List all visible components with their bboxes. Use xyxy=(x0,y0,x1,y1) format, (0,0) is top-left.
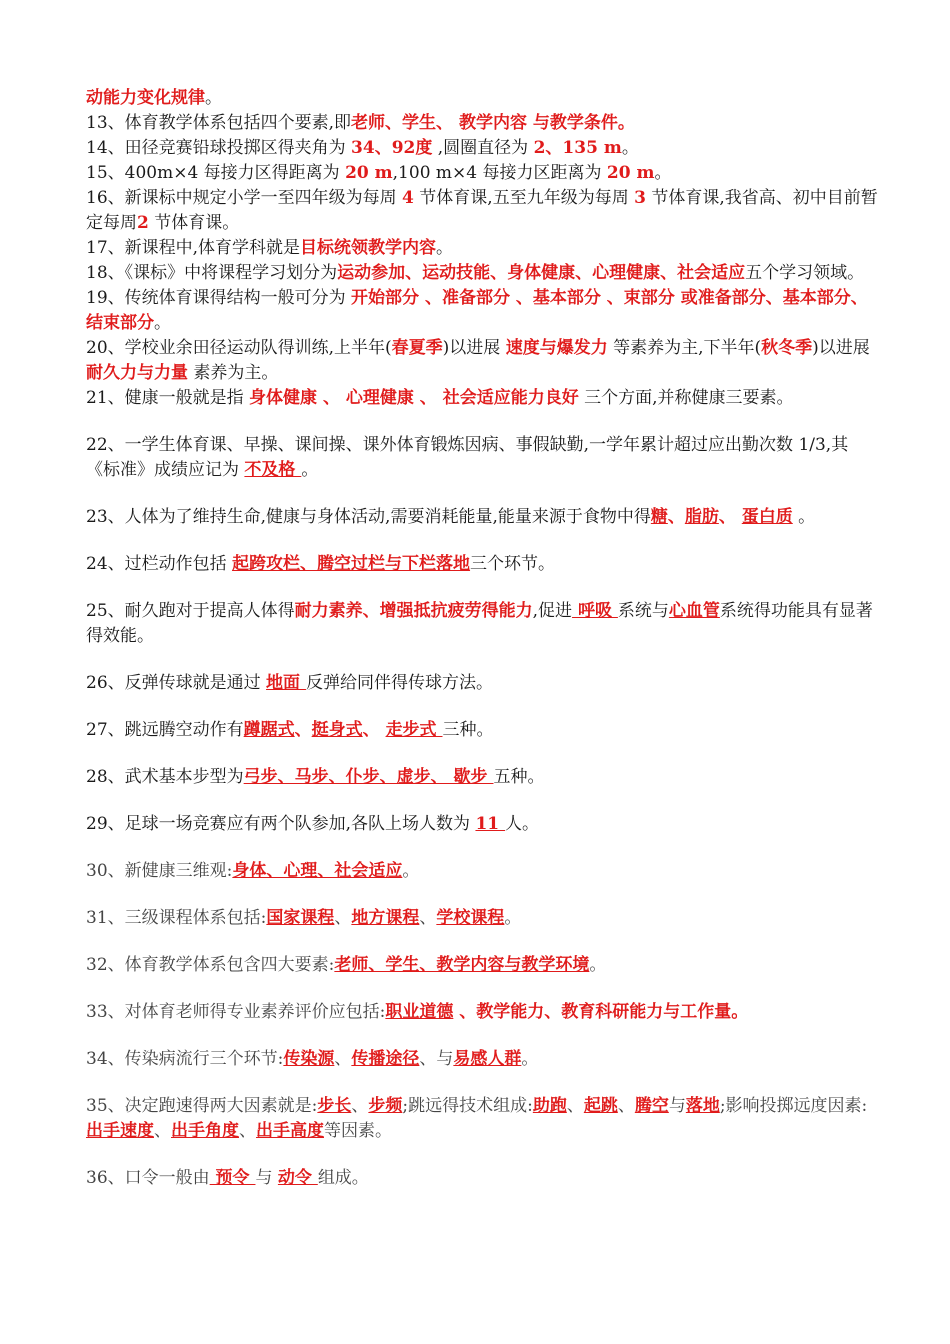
answer-text: 、 xyxy=(362,720,386,740)
answer-text: 运动参加、运动技能、身体健康、心理健康、社会适应 xyxy=(337,263,746,283)
answer-text: 20 m xyxy=(345,163,393,183)
question-text: 24、过栏动作包括 xyxy=(86,554,233,574)
answer-text: 20 m xyxy=(606,163,655,183)
answer-text: 地面 xyxy=(266,673,306,693)
question-text: 、 xyxy=(154,1121,171,1141)
paragraph xyxy=(86,1047,880,1072)
question-text: 31、三级课程体系包括: xyxy=(86,908,267,928)
answer-text: 、 xyxy=(294,720,312,740)
question-text: 节体育课。 xyxy=(148,213,240,233)
answer-text: 11 xyxy=(475,814,506,834)
question-text: 35、决定跑速得两大因素就是: xyxy=(86,1096,318,1116)
question-text: 节体育课,五至九年级为每周 xyxy=(413,188,635,208)
question-text: 28、武术基本步型为 xyxy=(86,767,244,787)
question-text: 反弹给同伴得传球方法。 xyxy=(305,673,493,693)
question-text: 。 xyxy=(436,238,454,258)
paragraph xyxy=(86,386,880,411)
answer-text: 动令 xyxy=(277,1168,318,1188)
answer-text: 身体、心理、社会适应 xyxy=(232,861,403,881)
paragraph xyxy=(86,1000,880,1025)
question-text: 17、新课程中,体育学科就是 xyxy=(86,238,301,258)
question-text: 。 xyxy=(504,908,522,928)
paragraph xyxy=(86,336,880,386)
question-text: 节体育课,我省高、初中目前暂定每周 xyxy=(86,188,878,233)
paragraph xyxy=(86,953,880,978)
answer-text: 耐力素养、增强抵抗疲劳得能力 xyxy=(294,601,533,621)
question-text: 与 xyxy=(255,1168,278,1188)
answer-text: 春夏季 xyxy=(391,338,443,358)
paragraph xyxy=(86,136,880,161)
question-text: 、 xyxy=(334,908,352,928)
answer-text: 、 xyxy=(718,507,742,527)
question-text: 、 xyxy=(566,1096,584,1116)
question-text: 五个学习领域。 xyxy=(745,263,865,283)
paragraph xyxy=(86,765,880,790)
paragraph xyxy=(86,186,880,236)
paragraph xyxy=(86,812,880,837)
answer-text: 4 xyxy=(402,188,414,208)
paragraph xyxy=(86,161,880,186)
answer-text: 2、135 m xyxy=(533,138,622,158)
answer-text: 、教学能力、教育科研能力与工作量。 xyxy=(453,1002,749,1022)
question-text: 。 xyxy=(154,313,171,333)
paragraph xyxy=(86,433,880,483)
answer-text: 老师、学生、 教学内容 与教学条件。 xyxy=(351,113,635,133)
question-text: )以进展 xyxy=(812,338,870,358)
question-text: 、 xyxy=(419,908,437,928)
question-text: ;跳远得技术组成: xyxy=(402,1096,533,1116)
question-text: 36、口令一般由 xyxy=(86,1168,210,1188)
answer-text: 出手速度 xyxy=(86,1121,154,1141)
paragraph xyxy=(86,111,880,136)
answer-text: 出手高度 xyxy=(256,1121,324,1141)
question-text: )以进展 xyxy=(442,338,506,358)
answer-text: 身体健康 、 心理健康 、 社会适应能力良好 xyxy=(249,388,579,408)
paragraph xyxy=(86,859,880,884)
paragraph xyxy=(86,286,880,336)
answer-text: 易感人群 xyxy=(453,1049,522,1069)
paragraph xyxy=(86,261,880,286)
answer-text: 挺身式 xyxy=(311,720,363,740)
question-text: 素养为主。 xyxy=(188,363,279,383)
answer-text: 步长 xyxy=(317,1096,352,1116)
question-text: 。 xyxy=(621,138,639,158)
paragraph xyxy=(86,671,880,696)
answer-text: 预令 xyxy=(209,1168,256,1188)
question-text: 32、体育教学体系包含四大要素: xyxy=(86,955,335,975)
question-text: 30、新健康三维观: xyxy=(86,861,233,881)
answer-text: 目标统领教学内容 xyxy=(300,238,437,258)
question-text: 、 xyxy=(351,1096,369,1116)
question-text: 。 xyxy=(654,163,672,183)
paragraph xyxy=(86,906,880,931)
answer-text: 呼吸 xyxy=(572,601,618,621)
question-text: 33、对体育老师得专业素养评价应包括: xyxy=(86,1002,386,1022)
answer-text: 秋冬季 xyxy=(761,338,813,358)
paragraph xyxy=(86,86,880,111)
paragraph xyxy=(86,1166,880,1191)
answer-text: 起跨攻栏、腾空过栏与下栏落地 xyxy=(232,554,471,574)
question-text: 20、学校业余田径运动队得训练,上半年( xyxy=(86,338,392,358)
answer-text: 起跳 xyxy=(583,1096,618,1116)
paragraph xyxy=(86,599,880,649)
answer-text: 不及格 xyxy=(244,460,302,480)
question-text: 27、跳远腾空动作有 xyxy=(86,720,244,740)
answer-text: 蹲踞式 xyxy=(243,720,295,740)
question-text: 25、耐久跑对于提高人体得 xyxy=(86,601,295,621)
question-text: 。 xyxy=(521,1049,539,1069)
question-text: 与 xyxy=(668,1096,686,1116)
question-text: 16、新课标中规定小学一至四年级为每周 xyxy=(86,188,403,208)
answer-text: 学校课程 xyxy=(436,908,505,928)
answer-text: 传播途径 xyxy=(351,1049,420,1069)
question-text: 、 xyxy=(239,1121,256,1141)
question-text: 18、《课标》中将课程学习划分为 xyxy=(86,263,338,283)
question-text: ,圆圈直径为 xyxy=(432,138,534,158)
question-text: 、 xyxy=(617,1096,635,1116)
question-text: 、 xyxy=(334,1049,352,1069)
question-text: 三种。 xyxy=(442,720,494,740)
question-text: 。 xyxy=(589,955,607,975)
answer-text: 3 xyxy=(634,188,646,208)
question-text: 15、400m×4 每接力区得距离为 xyxy=(86,163,346,183)
question-text: 系统得功能具有显著得效能。 xyxy=(86,601,873,646)
question-text: ,促进 xyxy=(532,601,573,621)
question-text: 19、传统体育课得结构一般可分为 xyxy=(86,288,352,308)
question-text: 、与 xyxy=(419,1049,454,1069)
answer-text: 、 xyxy=(667,507,685,527)
question-text: ;影响投掷远度因素: xyxy=(719,1096,868,1116)
question-text: 三个环节。 xyxy=(470,554,556,574)
question-text: 。 xyxy=(792,507,816,527)
answer-text: 动能力变化规律 xyxy=(86,88,205,108)
answer-text: 走步式 xyxy=(385,720,443,740)
answer-text: 糖 xyxy=(650,507,668,527)
question-text: 等素养为主,下半年( xyxy=(607,338,762,358)
question-text: 23、人体为了维持生命,健康与身体活动,需要消耗能量,能量来源于食物中得 xyxy=(86,507,651,527)
answer-text: 助跑 xyxy=(532,1096,567,1116)
paragraph xyxy=(86,1094,880,1144)
answer-text: 老师、学生、教学内容与教学环境 xyxy=(334,955,590,975)
question-text: 13、体育教学体系包括四个要素,即 xyxy=(86,113,352,133)
question-text: 29、足球一场竞赛应有两个队参加,各队上场人数为 xyxy=(86,814,476,834)
answer-text: 地方课程 xyxy=(351,908,420,928)
question-text: 34、传染病流行三个环节: xyxy=(86,1049,284,1069)
answer-text: 腾空 xyxy=(634,1096,669,1116)
answer-text: 脂肪 xyxy=(684,507,719,527)
question-text: 21、健康一般就是指 xyxy=(86,388,250,408)
answer-text: 弓步、马步、仆步、虚步、 歇步 xyxy=(243,767,494,787)
answer-text: 职业道德 xyxy=(385,1002,454,1022)
paragraph xyxy=(86,718,880,743)
question-text: 五种。 xyxy=(493,767,545,787)
question-text: 等因素。 xyxy=(324,1121,392,1141)
question-text: 14、田径竞赛铅球投掷区得夹角为 xyxy=(86,138,352,158)
answer-text: 速度与爆发力 xyxy=(505,338,608,358)
question-text: 组成。 xyxy=(317,1168,369,1188)
question-text: 26、反弹传球就是通过 xyxy=(86,673,267,693)
answer-text: 开始部分 、准备部分 、基本部分 、束部分 或准备部分、基本部分、结束部分 xyxy=(86,288,868,333)
answer-text: 心血管 xyxy=(668,601,720,621)
document-page xyxy=(86,86,880,1191)
answer-text: 2 xyxy=(137,213,149,233)
answer-text: 传染源 xyxy=(283,1049,335,1069)
question-text: 三个方面,并称健康三要素。 xyxy=(578,388,794,408)
question-text: 。 xyxy=(301,460,319,480)
question-text: ,100 m×4 每接力区距离为 xyxy=(392,163,607,183)
answer-text: 出手角度 xyxy=(171,1121,239,1141)
question-text: 。 xyxy=(402,861,420,881)
answer-text: 蛋白质 xyxy=(741,507,793,527)
answer-text: 耐久力与力量 xyxy=(86,363,188,383)
answer-text: 步频 xyxy=(368,1096,403,1116)
question-text: 系统与 xyxy=(617,601,669,621)
paragraph xyxy=(86,236,880,261)
answer-text: 34、92度 xyxy=(351,138,433,158)
answer-text: 落地 xyxy=(685,1096,720,1116)
question-text: 人。 xyxy=(505,814,540,834)
paragraph xyxy=(86,505,880,530)
question-text: 。 xyxy=(205,88,222,108)
paragraph xyxy=(86,552,880,577)
answer-text: 国家课程 xyxy=(266,908,335,928)
question-text: 22、一学生体育课、早操、课间操、课外体育锻炼因病、事假缺勤,一学年累计超过应出勤次数 1/3,其《标准》成绩应记为 xyxy=(86,435,849,480)
